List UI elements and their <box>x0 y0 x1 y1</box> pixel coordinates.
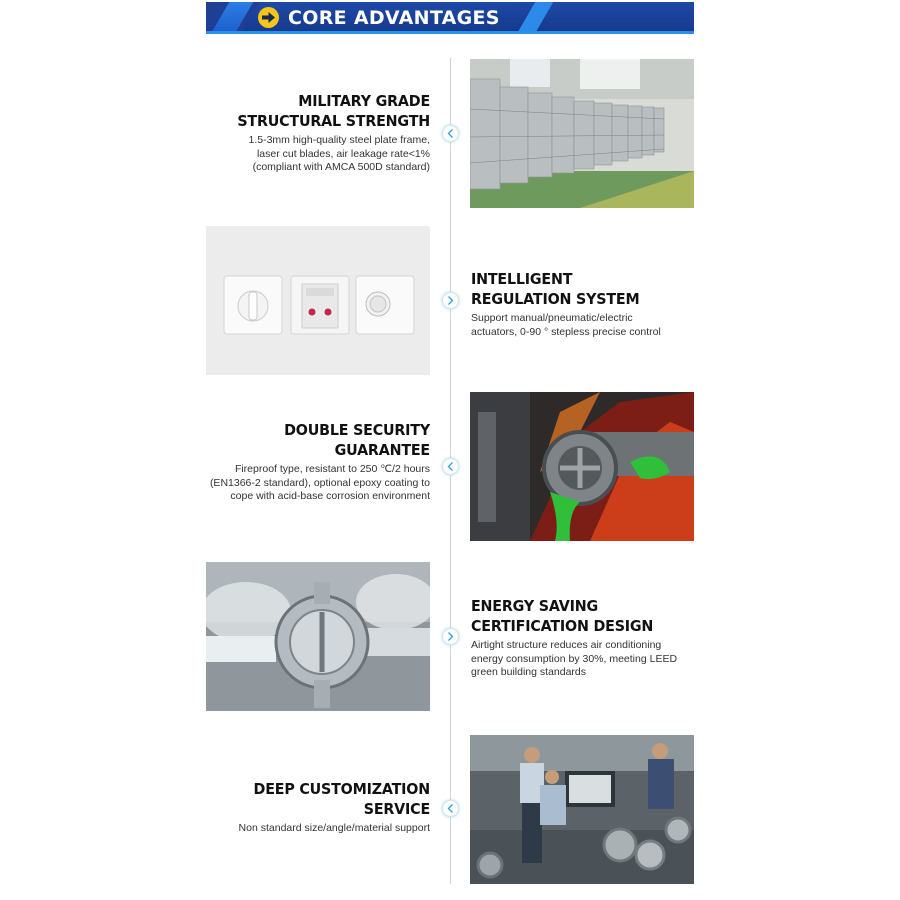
steel-butterfly-valve-photo <box>206 562 430 711</box>
feature-title-line: DEEP CUSTOMIZATION <box>253 780 430 798</box>
fire-valve-photo <box>470 392 694 541</box>
feature-title-line: MILITARY GRADE <box>298 92 430 110</box>
feature-desc-line: Fireproof type, resistant to 250 ℃/2 hours <box>234 463 430 475</box>
feature-desc-line: actuators, 0-90 ° stepless precise control <box>471 325 661 338</box>
feature-desc-line: (EN1366-2 standard), optional epoxy coating to <box>209 476 430 489</box>
feature-structural-strength <box>200 91 430 175</box>
feature-description <box>200 463 430 504</box>
feature-title-line: INTELLIGENT <box>471 270 573 288</box>
feature-title-line: CERTIFICATION DESIGN <box>471 617 654 635</box>
feature-regulation-system <box>471 269 701 339</box>
arrow-right-icon <box>258 7 279 28</box>
chevron-right-icon <box>442 628 459 645</box>
chevron-left-icon <box>442 800 459 817</box>
feature-desc-line: energy consumption by 30%, meeting LEED <box>471 652 678 665</box>
control-panels-photo <box>206 226 430 375</box>
feature-title <box>218 91 430 131</box>
feature-description <box>471 312 701 339</box>
section-title: CORE ADVANTAGES <box>288 7 500 29</box>
feature-title-line: SERVICE <box>363 800 430 818</box>
feature-customization-service <box>200 779 430 836</box>
feature-title-line: GUARANTEE <box>334 441 430 459</box>
section-header-banner <box>206 2 694 34</box>
banner-underline <box>206 31 694 34</box>
chevron-left-icon <box>442 125 459 142</box>
chevron-right-icon <box>442 292 459 309</box>
feature-description <box>471 639 701 680</box>
feature-description <box>200 134 430 175</box>
feature-desc-line: cope with acid-base corrosion environment <box>230 490 430 502</box>
chevron-left-icon <box>442 458 459 475</box>
feature-title <box>471 269 683 309</box>
feature-title-line: ENERGY SAVING <box>471 597 599 615</box>
feature-title-line: DOUBLE SECURITY <box>284 421 430 439</box>
feature-title <box>218 420 430 460</box>
feature-title <box>471 596 683 636</box>
workshop-engineers-photo <box>470 735 694 884</box>
feature-security-guarantee <box>200 420 430 504</box>
feature-desc-line: Non standard size/angle/material support <box>238 822 430 834</box>
feature-desc-line: laser cut blades, air leakage rate<1% <box>256 147 430 160</box>
feature-desc-line: 1.5-3mm high-quality steel plate frame, <box>248 134 430 146</box>
feature-energy-saving <box>471 596 701 680</box>
feature-desc-line: Airtight structure reduces air conditioning <box>471 639 662 651</box>
feature-title-line: REGULATION SYSTEM <box>471 290 640 308</box>
factory-damper-rows-photo <box>470 59 694 208</box>
feature-title-line: STRUCTURAL STRENGTH <box>237 112 430 130</box>
feature-desc-line: Support manual/pneumatic/electric <box>471 312 633 324</box>
feature-title <box>218 779 430 819</box>
feature-desc-line: green building standards <box>471 666 586 678</box>
feature-desc-line: (compliant with AMCA 500D standard) <box>252 161 430 173</box>
feature-description <box>200 822 430 836</box>
